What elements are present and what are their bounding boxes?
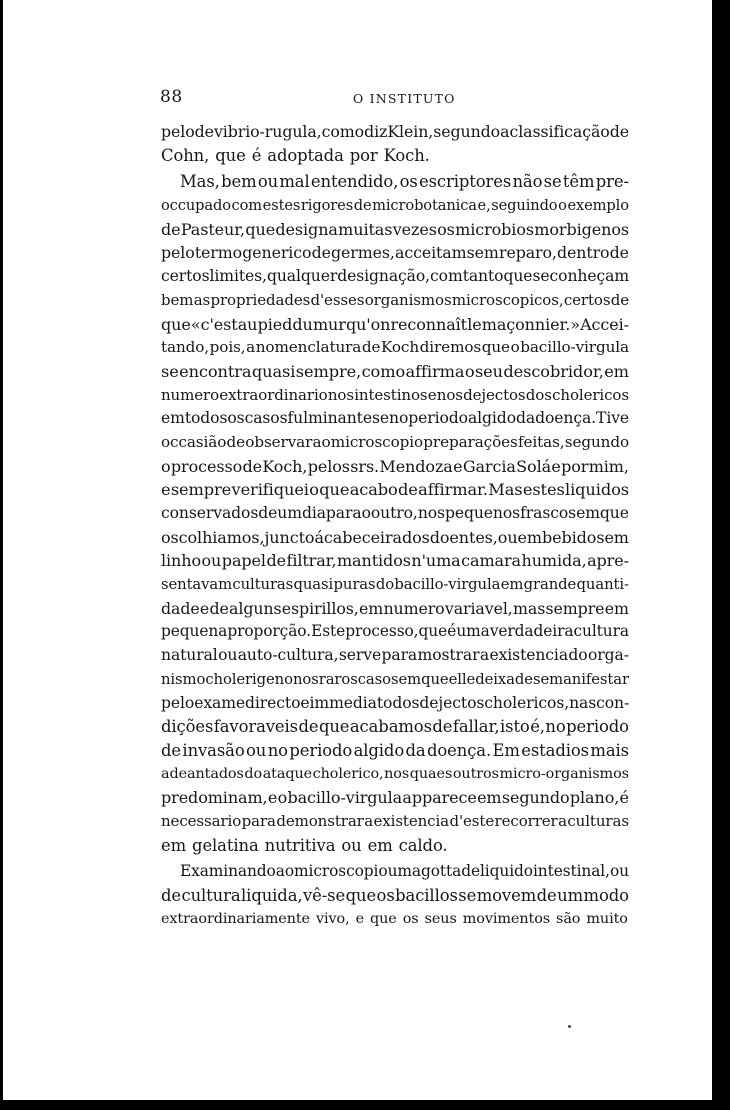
- body-text: [161, 120, 629, 931]
- text-line: em todos os casos fulminantes e no periodo algido da doença. Tive: [161, 409, 630, 428]
- text-line: pelo de vibrio-rugula, como diz Klein, segundo a classificação de: [161, 122, 629, 141]
- text-line: de invasão ou no periodo algido da doença. Em estadios mais: [161, 740, 629, 760]
- text-line: certos limites, qualquer designação, com tanto que se conheçam: [161, 267, 629, 286]
- text-line: e sempre verifiquei o que acabo de affirmar. Mas estes liquidos: [161, 480, 629, 500]
- text-line: extraordinariamente vivo, e que os seus movimentos são muito: [161, 910, 628, 927]
- text-line: linho ou papel de filtrar, mantidos n'uma camara humida, apre-: [161, 551, 629, 571]
- print-speck: [568, 1025, 571, 1028]
- text-line: pelo exame directo e immediato dos dejectos cholericos, nas con-: [161, 693, 630, 712]
- text-line: bem as propriedades d'esses organismos microscopicos, certos de: [161, 290, 629, 309]
- text-line: os colhiamos, juncto á cabeceira dos doentes, ou embebidos em: [161, 527, 629, 547]
- text-line: de cultura liquida, vê-se que os bacillos se movem de um modo: [161, 886, 629, 905]
- scan-border-right: [712, 0, 730, 1110]
- page-number: 88: [160, 87, 183, 107]
- text-line: natural ou auto-cultura, serve para mostrar a existencia do orga-: [161, 646, 629, 665]
- text-line: necessario para demonstrar a existencia d'este recorrer a culturas: [161, 811, 629, 830]
- text-line: Examinando ao microscopio uma gotta de liquido intestinal, ou: [180, 862, 629, 881]
- text-line: occupado com estes rigores de microbotanica e, seguindo o exemplo: [161, 197, 629, 215]
- text-line: conservados de um dia para o outro, nos pequenos frascos em que: [161, 504, 629, 522]
- text-line: Cohn, que é adoptada por Koch.: [161, 145, 430, 165]
- text-line: occasião de observar ao microscopio preparações feitas, segundo: [161, 432, 629, 451]
- text-line: nismo cholerigeno nos raros casos em que elle deixa de se manifestar: [161, 670, 629, 688]
- paragraph: [161, 860, 629, 931]
- text-line: dade e de alguns espirillos, em numero variavel, mas sempre em: [161, 598, 629, 618]
- scan-border-bottom: [0, 1100, 730, 1110]
- paragraph: [161, 120, 629, 167]
- text-line: que «c'est au pied du mur qu'on reconnaît le maçonnier.» Accei-: [161, 314, 629, 334]
- text-line: de Pasteur, que designa muitas vezes os microbios morbigenos: [161, 219, 629, 239]
- text-line: dições favoraveis de que acabamos de fallar, isto é, no periodo: [161, 717, 629, 737]
- text-line: pelo termo generico de germes, acceitam sem reparo, dentro de: [161, 243, 629, 263]
- text-line: Mas, bem ou mal entendido, os escriptores não se têm pre-: [180, 172, 629, 192]
- text-line: predominam, e o bacillo-virgula apparece em segundo plano, é: [161, 788, 629, 808]
- running-head: O INSTITUTO: [353, 91, 456, 106]
- text-line: em gelatina nutritiva ou em caldo.: [161, 835, 448, 855]
- text-line: se encontra quasi sempre, como affirma o seu descobridor, em: [161, 361, 629, 381]
- text-line: o processo de Koch, pelos srs. Mendoza e Garcia Solá e por mim,: [161, 456, 629, 476]
- scan-border-left: [0, 0, 3, 1110]
- paragraph: [161, 170, 629, 857]
- text-line: sentavam culturas quasi puras do bacillo-virgula em grande quanti-: [161, 576, 629, 594]
- text-line: pequena proporção. Este processo, que é uma verdadeira cultura: [161, 622, 629, 641]
- text-line: numero extraordinario nos intestinos e nos dejectos dos cholericos: [161, 385, 629, 404]
- text-line: adeantados do ataque cholerico, nos quaes outros micro-organismos: [161, 765, 629, 782]
- text-line: tando, pois, a nomenclatura de Koch diremos que o bacillo-virgula: [161, 338, 629, 357]
